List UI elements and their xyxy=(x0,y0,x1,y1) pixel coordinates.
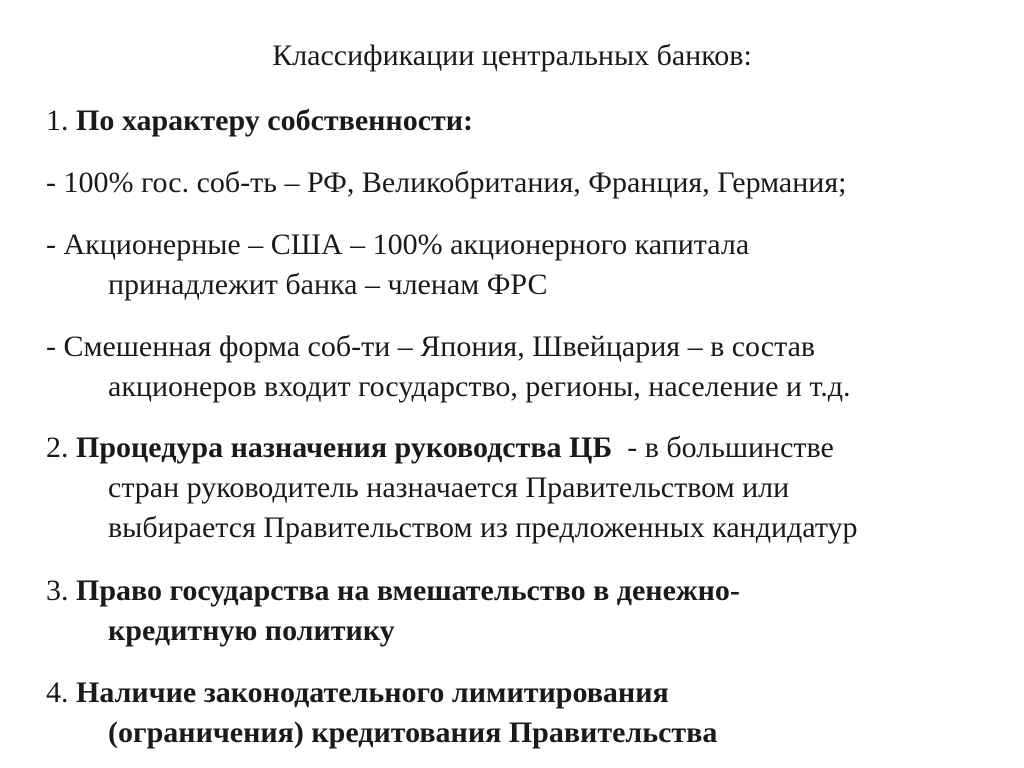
section-state-intervention-line-1 xyxy=(46,571,1006,611)
section-number: 3. xyxy=(46,574,69,607)
section-legal-limits xyxy=(46,673,1006,753)
section-number: 1. xyxy=(46,104,69,137)
bullet-joint-stock xyxy=(46,225,1006,305)
section-legal-limits-line-1 xyxy=(46,673,1006,713)
section-number: 2. xyxy=(46,431,69,464)
section-heading: По характеру собственности: xyxy=(76,104,474,137)
bullet-text: - 100% гос. соб-ть – РФ, Великобритания, Франция, Германия; xyxy=(46,166,847,199)
section-heading-line-2: кредитную политику xyxy=(108,614,395,647)
bullet-text-line-1: - Смешенная форма соб-ти – Япония, Швейцария – в состав xyxy=(46,330,816,363)
bullet-text-line-2: принадлежит банка – членам ФРС xyxy=(108,268,548,301)
bullet-text-line-1: - Акционерные – США – 100% акционерного капитала xyxy=(46,228,750,261)
section-appointment xyxy=(46,428,1006,548)
section-heading-tail: - в большинстве xyxy=(627,431,834,464)
section-heading: Процедура назначения руководства ЦБ xyxy=(76,431,613,464)
section-heading-line-2: (ограничения) кредитования Правительства xyxy=(108,716,718,749)
section-appointment-line-3: выбирается Правительством из предложенных кандидатур xyxy=(108,511,858,544)
section-number: 4. xyxy=(46,676,69,709)
section-ownership-heading-line xyxy=(46,101,1006,141)
section-heading: Наличие законодательного лимитирования xyxy=(76,676,669,709)
slide-title: Классификации центральных банков: xyxy=(272,39,752,72)
section-appointment-line-2: стран руководитель назначается Правительством или xyxy=(108,471,790,504)
bullet-state-ownership xyxy=(46,163,1006,203)
section-state-intervention xyxy=(46,571,1006,651)
bullet-text-line-2: акционеров входит государство, регионы, население и т.д. xyxy=(108,370,851,403)
section-appointment-line-1 xyxy=(46,428,1006,468)
bullet-mixed-ownership xyxy=(46,327,1006,407)
section-ownership-heading xyxy=(46,101,1006,141)
section-heading: Право государства на вмешательство в денежно- xyxy=(76,574,740,607)
